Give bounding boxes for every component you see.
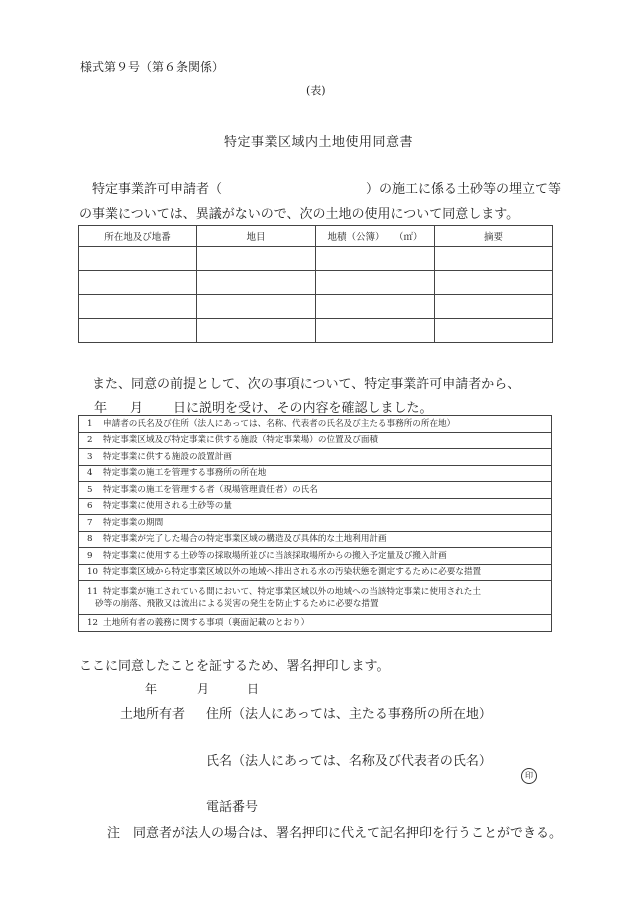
table-row: [79, 482, 552, 499]
land-cell[interactable]: [316, 295, 435, 319]
certify-text: ここに同意したことを証するため、署名押印します。: [79, 659, 390, 674]
table-row: [79, 564, 552, 581]
footnote: 注 同意者が法人の場合は、署名押印に代えて記名押印を行うことができる。: [107, 826, 563, 841]
land-cell[interactable]: [197, 247, 316, 271]
land-cell[interactable]: [316, 247, 435, 271]
land-cell[interactable]: [79, 271, 197, 295]
owner-name-label: 氏名（法人にあっては、名称及び代表者の氏名）: [206, 754, 492, 769]
land-cell[interactable]: [79, 247, 197, 271]
seal-mark-icon: 印: [521, 768, 537, 784]
item-cell: 5 特定事業の施工を管理する者（現場管理責任者）の氏名: [79, 482, 552, 499]
table-row: [79, 295, 553, 319]
land-header-location: 所在地及び地番: [79, 226, 197, 247]
item-cell: 6 特定事業に使用される土砂等の量: [79, 498, 552, 515]
confirm-month: 月: [130, 401, 144, 416]
land-cell[interactable]: [79, 295, 197, 319]
confirm-year: 年: [94, 401, 108, 416]
land-cell[interactable]: [316, 271, 435, 295]
land-table: [78, 225, 553, 343]
page-side-label: (表): [306, 84, 326, 97]
table-row: [79, 515, 552, 532]
table-row: [79, 465, 552, 482]
form-number: 様式第９号（第６条関係）: [80, 60, 225, 74]
certify-year: 年: [145, 682, 158, 696]
table-row: [79, 416, 552, 433]
table-row: [79, 319, 553, 343]
certify-day: 日: [247, 682, 260, 696]
table-row: [79, 615, 552, 632]
item-cell: 2 特定事業区域及び特定事業に供する施設（特定事業場）の位置及び面積: [79, 432, 552, 449]
item-cell: 3 特定事業に供する施設の設置計画: [79, 449, 552, 466]
item-cell: 10 特定事業区域から特定事業区域以外の地域へ排出される水の汚染状態を測定するために必要な措置: [79, 564, 552, 581]
land-cell[interactable]: [197, 271, 316, 295]
items-table: [78, 415, 552, 632]
land-cell[interactable]: [197, 319, 316, 343]
item-cell: 11 特定事業が施工されている間において、特定事業区域以外の地域への当該特定事業に使用された土 砂等の崩落、飛散又は流出による災害の発生を防止するために必要な措置: [79, 581, 552, 615]
table-row: [79, 271, 553, 295]
intro-line1-start: 特定事業許可申請者（: [92, 182, 223, 197]
land-header-remarks: 摘要: [435, 226, 553, 247]
table-row: [79, 432, 552, 449]
land-header-category: 地目: [197, 226, 316, 247]
intro-line2: の事業については、異議がないので、次の土地の使用について同意します。: [79, 207, 520, 222]
land-cell[interactable]: [316, 319, 435, 343]
land-cell[interactable]: [435, 271, 553, 295]
item-cell: 12 土地所有者の義務に関する事項（裏面記載のとおり）: [79, 615, 552, 632]
table-row: [79, 498, 552, 515]
land-cell[interactable]: [435, 295, 553, 319]
land-header-area: 地積（公簿） （㎡）: [316, 226, 435, 247]
item-cell: 7 特定事業の期間: [79, 515, 552, 532]
owner-address-label: 住所（法人にあっては、主たる事務所の所在地）: [206, 707, 492, 722]
owner-phone-label: 電話番号: [206, 800, 259, 815]
land-cell[interactable]: [79, 319, 197, 343]
table-row: [79, 548, 552, 565]
confirm-day-text: 日に説明を受け、その内容を確認しました。: [173, 401, 433, 416]
document-title: 特定事業区域内土地使用同意書: [224, 135, 414, 150]
owner-label: 土地所有者: [120, 707, 186, 722]
confirm-line1: また、同意の前提として、次の事項について、特定事業許可申請者から、: [92, 377, 521, 392]
table-row: [79, 581, 552, 615]
land-cell[interactable]: [435, 247, 553, 271]
intro-line1-end: ）の施工に係る土砂等の埋立て等: [366, 182, 562, 197]
item-cell: 8 特定事業が完了した場合の特定事業区域の構造及び具体的な土地利用計画: [79, 531, 552, 548]
certify-month: 月: [197, 682, 210, 696]
land-cell[interactable]: [197, 295, 316, 319]
item-cell: 9 特定事業に使用する土砂等の採取場所並びに当該採取場所からの搬入予定量及び搬入計画: [79, 548, 552, 565]
item-cell: 4 特定事業の施工を管理する事務所の所在地: [79, 465, 552, 482]
table-row: [79, 449, 552, 466]
table-row: [79, 531, 552, 548]
item-cell: 1 申請者の氏名及び住所（法人にあっては、名称、代表者の氏名及び主たる事務所の所在地）: [79, 416, 552, 433]
land-cell[interactable]: [435, 319, 553, 343]
table-row: [79, 247, 553, 271]
